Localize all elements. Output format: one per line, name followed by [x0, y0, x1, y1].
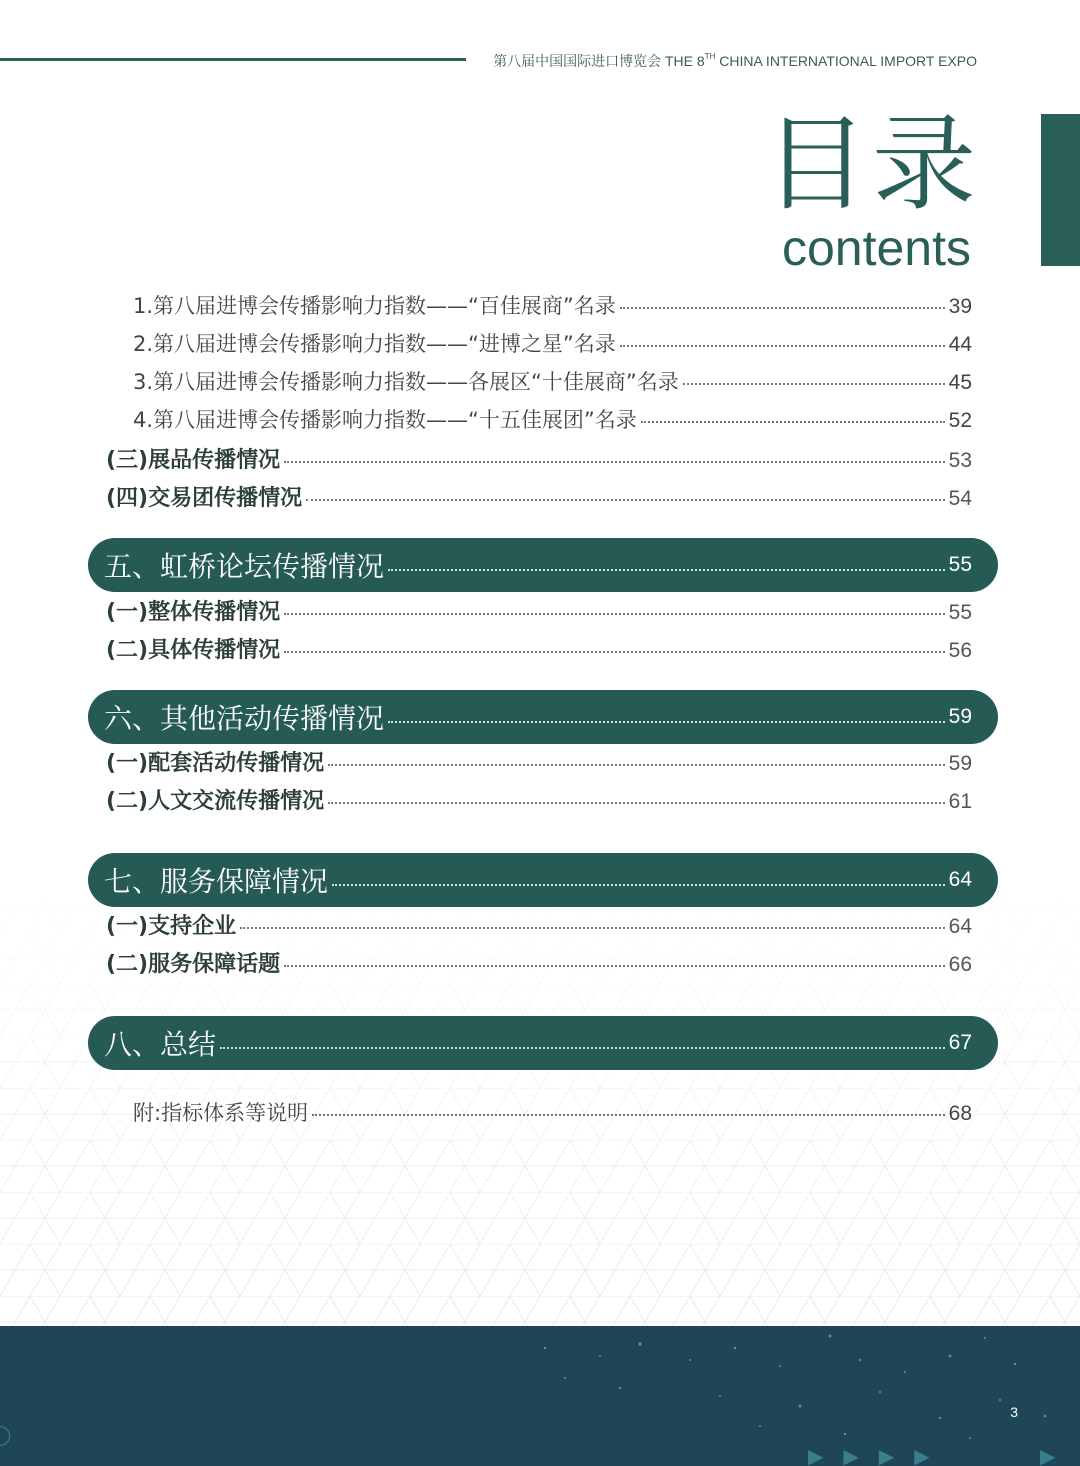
leader-dots [284, 965, 945, 967]
leader-dots [284, 461, 945, 463]
toc-chapter[interactable]: 八、总结 67 [88, 1016, 998, 1070]
toc-chapter[interactable]: 七、服务保障情况 64 [88, 853, 998, 907]
toc-entry[interactable]: 4.第八届进博会传播影响力指数——“十五佳展团”名录 52 [133, 408, 972, 432]
leader-dots [284, 613, 945, 615]
page-number: 45 [948, 371, 972, 394]
toc-section[interactable]: (一)支持企业 64 [106, 914, 972, 939]
leader-dots [388, 569, 945, 571]
page-number: 66 [948, 953, 972, 976]
page-number: 56 [948, 639, 972, 662]
page-number: 54 [948, 487, 972, 510]
page-number: 44 [948, 333, 972, 356]
leader-dots [240, 927, 945, 929]
page-number: 39 [948, 295, 972, 318]
side-tab-decoration [1041, 114, 1080, 266]
leader-dots [220, 1047, 945, 1049]
leader-dots [306, 499, 945, 501]
toc-section[interactable]: (一)配套活动传播情况 59 [106, 751, 972, 776]
toc-entry[interactable]: 3.第八届进博会传播影响力指数——各展区“十佳展商”名录 45 [133, 370, 972, 394]
leader-dots [683, 383, 945, 385]
page-number: 64 [948, 915, 972, 938]
toc-section[interactable]: (二)服务保障话题 66 [106, 952, 972, 977]
arrow-decoration: ▶ [1040, 1444, 1056, 1466]
header-rule [0, 58, 466, 61]
page-subtitle: contents [781, 220, 971, 276]
arrow-decoration: ▶▶▶▶ [808, 1444, 950, 1466]
leader-dots [332, 884, 945, 886]
leader-dots [328, 764, 945, 766]
leader-dots [641, 421, 945, 423]
page-number: 64 [948, 868, 972, 891]
footer-page-number: 3 [1010, 1404, 1018, 1420]
page-number: 55 [948, 553, 972, 576]
leader-dots [284, 651, 945, 653]
toc-entry[interactable]: 1.第八届进博会传播影响力指数——“百佳展商”名录 39 [133, 294, 972, 318]
toc-section[interactable]: (三)展品传播情况 53 [106, 448, 972, 473]
toc-section[interactable]: (二)人文交流传播情况 61 [106, 789, 972, 814]
footer-band [0, 1326, 1080, 1466]
leader-dots [620, 307, 945, 309]
leader-dots [312, 1114, 945, 1116]
page-number: 59 [948, 705, 972, 728]
toc-section[interactable]: (二)具体传播情况 56 [106, 638, 972, 663]
page-number: 52 [948, 409, 972, 432]
toc-appendix[interactable]: 附:指标体系等说明 68 [133, 1101, 972, 1125]
header-expo-title: 第八届中国国际进口博览会 THE 8TH CHINA INTERNATIONAL IMPORT EXPO [493, 52, 977, 69]
toc-chapter[interactable]: 六、其他活动传播情况 59 [88, 690, 998, 744]
leader-dots [388, 721, 945, 723]
page-number: 59 [948, 752, 972, 775]
toc-section[interactable]: (一)整体传播情况 55 [106, 600, 972, 625]
page-number: 67 [948, 1031, 972, 1054]
page-number: 53 [948, 449, 972, 472]
page-title: 目录 [763, 103, 980, 225]
toc-chapter[interactable]: 五、虹桥论坛传播情况 55 [88, 538, 998, 592]
page-number: 68 [948, 1102, 972, 1125]
page-number: 61 [948, 790, 972, 813]
page-number: 55 [948, 601, 972, 624]
leader-dots [620, 345, 945, 347]
toc-entry[interactable]: 2.第八届进博会传播影响力指数——“进博之星”名录 44 [133, 332, 972, 356]
toc-section[interactable]: (四)交易团传播情况 54 [106, 486, 972, 511]
leader-dots [328, 802, 945, 804]
